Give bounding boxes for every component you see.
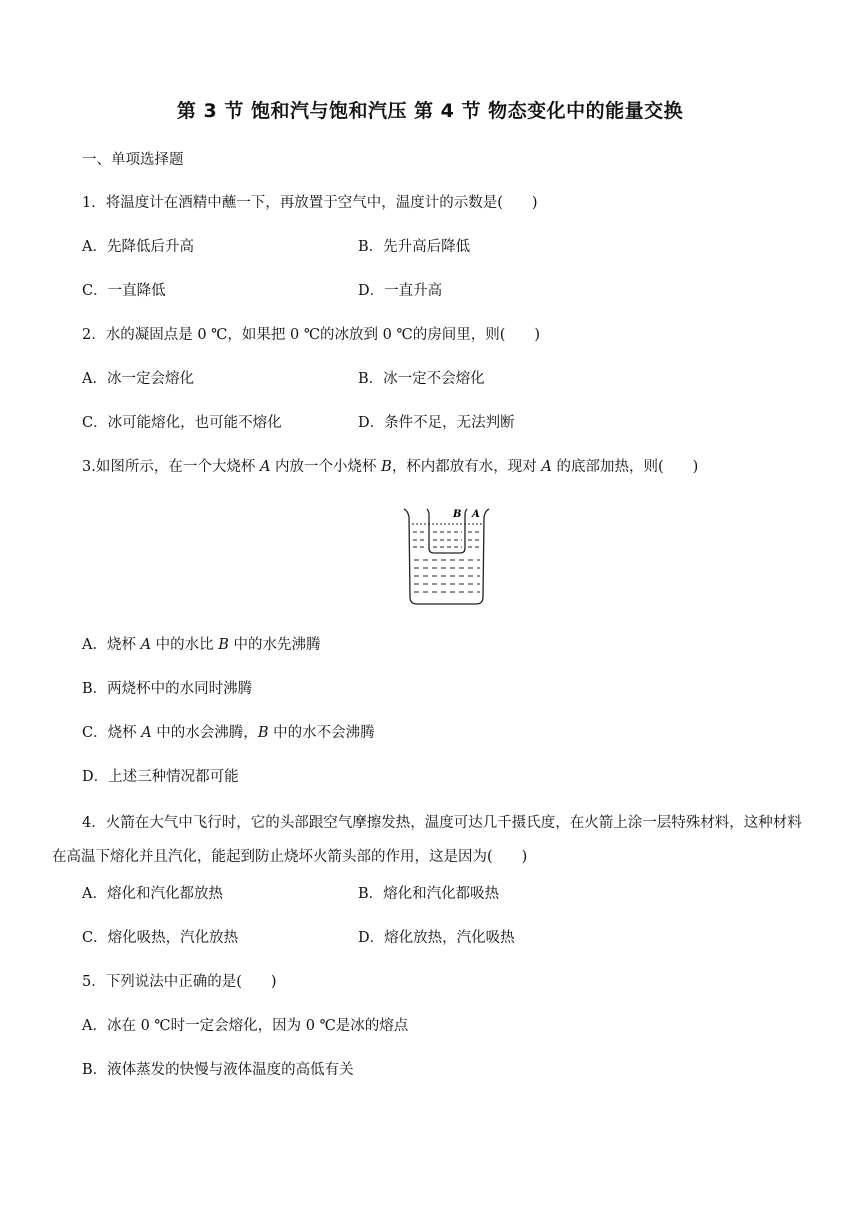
q3-option-text: 中的水比 bbox=[151, 637, 219, 653]
section-heading: 一、单项选择题 bbox=[82, 152, 184, 168]
q3-option-text: A．烧杯 bbox=[82, 637, 141, 653]
q3-var-a: A bbox=[259, 459, 271, 475]
q3-stem bbox=[82, 457, 698, 477]
q1-stem: 1．将温度计在酒精中蘸一下，再放置于空气中，温度计的示数是( ) bbox=[82, 195, 538, 211]
q3-var-a: A bbox=[141, 725, 152, 741]
page-title: 第 3 节 饱和汽与饱和汽压 第 4 节 物态变化中的能量交换 bbox=[176, 100, 684, 122]
figure-label-a: A bbox=[472, 509, 480, 520]
q3-option-text: 中的水不会沸腾 bbox=[268, 725, 375, 741]
q5-option-a: A．冰在 0 ℃时一定会熔化，因为 0 ℃是冰的熔点 bbox=[82, 1018, 409, 1034]
q2-option-a: A．冰一定会熔化 bbox=[82, 371, 194, 387]
q3-stem-text: 内放一个小烧杯 bbox=[270, 459, 382, 475]
q1-option-c: C．一直降低 bbox=[82, 283, 166, 299]
q4-option-c: C．熔化吸热，汽化放热 bbox=[82, 930, 239, 946]
q3-var-a: A bbox=[541, 459, 552, 475]
q3-var-a: A bbox=[140, 637, 152, 653]
q3-option-a bbox=[82, 635, 321, 655]
q2-option-c: C．冰可能熔化，也可能不熔化 bbox=[82, 415, 282, 431]
q3-var-b: B bbox=[381, 459, 392, 475]
q3-stem-text: 的底部加热，则( ) bbox=[551, 459, 699, 475]
q3-option-text: 中的水先沸腾 bbox=[228, 637, 321, 653]
q3-option-b: B．两烧杯中的水同时沸腾 bbox=[82, 681, 253, 697]
q3-var-b: B bbox=[218, 637, 229, 653]
q1-option-d: D．一直升高 bbox=[358, 283, 443, 299]
q4-stem-text: 4．火箭在大气中飞行时，它的头部跟空气摩擦发热，温度可达几千摄氏度，在火箭上涂一层特殊材料，这种材料在高温下熔化并且汽化，能起到防止烧坏火箭头部的作用，这是因为( ) bbox=[52, 815, 802, 865]
q3-option-text: 中的水会沸腾， bbox=[151, 725, 258, 741]
beaker-figure bbox=[400, 505, 490, 609]
q4-option-a: A．熔化和汽化都放热 bbox=[82, 886, 223, 902]
q3-stem-text: ，杯内都放有水，现对 bbox=[391, 459, 542, 475]
q3-option-c bbox=[82, 723, 375, 743]
q1-option-b: B．先升高后降低 bbox=[358, 239, 471, 255]
q1-option-a: A．先降低后升高 bbox=[82, 239, 194, 255]
q3-option-text: C．烧杯 bbox=[82, 725, 142, 741]
q5-stem: 5．下列说法中正确的是( ) bbox=[82, 974, 277, 990]
q4-stem bbox=[52, 806, 812, 874]
q2-option-d: D．条件不足，无法判断 bbox=[358, 415, 515, 431]
q3-var-b: B bbox=[257, 725, 269, 741]
q2-stem: 2．水的凝固点是 0 ℃，如果把 0 ℃的冰放到 0 ℃的房间里，则( ) bbox=[82, 327, 541, 343]
q2-option-b: B．冰一定不会熔化 bbox=[358, 371, 485, 387]
q5-option-b: B．液体蒸发的快慢与液体温度的高低有关 bbox=[82, 1062, 354, 1078]
q4-option-b: B．熔化和汽化都吸热 bbox=[358, 886, 500, 902]
q4-option-d: D．熔化放热，汽化吸热 bbox=[358, 930, 515, 946]
q3-option-d: D．上述三种情况都可能 bbox=[82, 769, 239, 785]
beaker-a-outline bbox=[404, 509, 489, 604]
q3-stem-text: 3.如图所示，在一个大烧杯 bbox=[82, 459, 260, 475]
figure-label-b: B bbox=[453, 509, 462, 520]
